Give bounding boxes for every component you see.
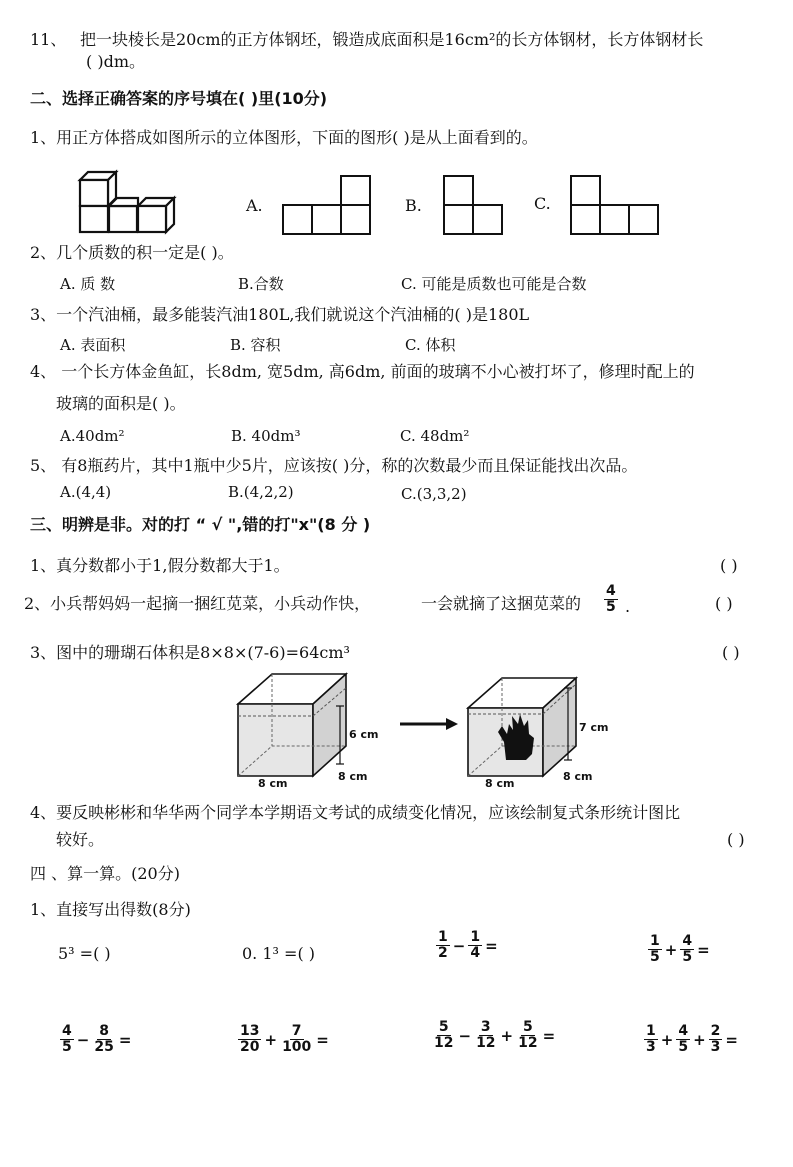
operator: +	[660, 1030, 674, 1049]
cube-solid-figure	[76, 164, 186, 240]
option-c-top-view	[570, 174, 660, 236]
calc-r1-c	[436, 930, 501, 961]
tank2-width-label: 8 cm	[485, 777, 515, 788]
s3-q3-text: 3、图中的珊瑚石体积是8×8×(7-6)=64cm³	[30, 643, 350, 662]
operator: −	[452, 936, 466, 955]
s2-q3-text: 3、一个汽油桶，最多能装汽油180L,我们就说这个汽油桶的( )是180L	[30, 305, 530, 324]
tank2-height-label: 7 cm	[579, 721, 609, 734]
tank1-depth-label: 8 cm	[338, 770, 368, 783]
equals-sign: =	[118, 1030, 132, 1049]
numerator: 4	[62, 1023, 72, 1039]
s3-q2-answer-paren: ( )	[715, 594, 733, 613]
operator: −	[458, 1026, 472, 1045]
numerator: 8	[99, 1023, 109, 1039]
s3-q2-period: .	[625, 597, 631, 616]
denominator: 5	[650, 949, 660, 965]
s2-q1-text: 1、用正方体搭成如图所示的立体图形，下面的图形( )是从上面看到的。	[30, 128, 538, 147]
section3-title: 三、明辨是非。对的打 “ √ ",错的打"x"(8 分 )	[30, 515, 371, 534]
calc-r1-d	[648, 934, 713, 965]
numerator: 1	[470, 929, 481, 945]
s2-q3-option-c: C. 体积	[405, 336, 456, 354]
s2-q1-option-a-label: A.	[246, 196, 263, 215]
numerator: 2	[710, 1023, 721, 1039]
calc-r2-c	[432, 1020, 558, 1051]
operator: +	[693, 1030, 706, 1049]
s3-q1-answer-paren: ( )	[720, 556, 738, 575]
numerator: 5	[438, 1019, 449, 1035]
numerator: 13	[240, 1023, 260, 1039]
s3-q1-text: 1、真分数都小于1,假分数都大于1。	[30, 556, 290, 575]
coral-volume-figure	[228, 664, 618, 788]
numerator: 4	[682, 933, 693, 949]
equals-sign: =	[697, 940, 710, 959]
option-a-top-view	[282, 174, 372, 236]
denominator: 3	[646, 1039, 656, 1055]
s2-q1-option-b-label: B.	[405, 196, 422, 215]
denominator: 20	[240, 1039, 260, 1055]
operator: +	[500, 1026, 514, 1045]
numerator: 4	[678, 1023, 689, 1039]
denominator: 12	[434, 1035, 454, 1051]
denominator: 5	[62, 1039, 72, 1055]
tank2-depth-label: 8 cm	[563, 770, 593, 783]
tank-before	[238, 674, 346, 776]
calc-r1-b: 0. 1³ =( )	[242, 944, 316, 963]
s2-q3-option-a: A. 表面积	[60, 336, 126, 354]
denominator: 5	[678, 1039, 689, 1055]
denominator: 4	[470, 945, 481, 961]
s2-q5-option-c: C.(3,3,2)	[401, 485, 467, 503]
s2-q3-option-b: B. 容积	[230, 336, 281, 354]
numerator: 1	[646, 1023, 656, 1039]
tank1-width-label: 8 cm	[258, 777, 288, 788]
numerator: 1	[650, 933, 660, 949]
section4-title: 四 、算一算。(20分)	[30, 864, 180, 883]
equals-sign: =	[542, 1026, 556, 1045]
s2-q2-option-a: A. 质 数	[60, 275, 116, 293]
s3-q2-fraction	[604, 584, 618, 615]
calc-r2-a	[60, 1024, 134, 1055]
denominator: 3	[710, 1039, 721, 1055]
s2-q4-option-c: C. 48dm²	[400, 427, 470, 445]
fraction-numerator: 4	[606, 583, 616, 599]
s2-q2-option-c: C. 可能是质数也可能是合数	[401, 275, 587, 293]
equals-sign: =	[485, 936, 498, 955]
s2-q5-option-b: B.(4,2,2)	[228, 483, 294, 501]
denominator: 12	[476, 1035, 496, 1051]
s3-q2-text: 2、小兵帮妈妈一起摘一捆红苋菜，小兵动作快，	[24, 594, 371, 613]
calc-r1-a: 5³ =( )	[58, 944, 111, 963]
s3-q3-answer-paren: ( )	[722, 643, 740, 662]
s4-sub1-title: 1、直接写出得数(8分)	[30, 900, 191, 919]
operator: +	[264, 1030, 278, 1049]
s2-q4-option-b: B. 40dm³	[231, 427, 301, 445]
q11-number: 11、	[30, 30, 67, 49]
tank1-height-label: 6 cm	[349, 728, 379, 741]
q11-text: 把一块棱长是20cm的正方体钢坯，锻造成底面积是16cm²的长方体钢材，长方体钢材长	[80, 30, 704, 49]
denominator: 100	[282, 1039, 312, 1055]
operator: −	[76, 1030, 90, 1049]
s2-q1-option-c-label: C.	[534, 194, 551, 213]
s3-q4-text-line2: 较好。	[56, 830, 105, 849]
numerator: 1	[438, 929, 448, 945]
denominator: 2	[438, 945, 448, 961]
s2-q2-text: 2、几个质数的积一定是( )。	[30, 243, 234, 262]
right-arrow-icon	[400, 718, 458, 730]
denominator: 12	[518, 1035, 538, 1051]
s2-q4-option-a: A.40dm²	[60, 427, 125, 445]
s3-q4-text-line1: 4、要反映彬彬和华华两个同学本学期语文考试的成绩变化情况，应该绘制复式条形统计图比	[30, 803, 681, 822]
s3-q4-answer-paren: ( )	[727, 830, 745, 849]
equals-sign: =	[725, 1030, 738, 1049]
s2-q5-option-a: A.(4,4)	[60, 483, 112, 501]
section2-title: 二、选择正确答案的序号填在( )里(10分)	[30, 89, 328, 108]
q11-answer-blank: ( )dm。	[86, 52, 145, 71]
s2-q4-text-line1: 4、 一个长方体金鱼缸，长8dm, 宽5dm, 高6dm, 前面的玻璃不小心被打坏了，修理时配上的	[30, 362, 695, 381]
s3-q2-text2: 一会就摘了这捆苋菜的	[421, 594, 582, 613]
numerator: 5	[522, 1019, 533, 1035]
numerator: 3	[480, 1019, 491, 1035]
denominator: 25	[94, 1039, 114, 1055]
s2-q2-option-b: B.合数	[238, 275, 284, 293]
operator: +	[664, 940, 678, 959]
s2-q4-text-line2: 玻璃的面积是( )。	[56, 394, 186, 413]
tank-after	[468, 678, 576, 776]
fraction-denominator: 5	[606, 599, 616, 615]
s2-q5-text: 5、 有8瓶药片，其中1瓶中少5片，应该按( )分，称的次数最少而且保证能找出次品。	[30, 456, 638, 475]
option-b-top-view	[443, 174, 505, 236]
calc-r2-b	[238, 1024, 332, 1055]
numerator: 7	[291, 1023, 302, 1039]
denominator: 5	[682, 949, 693, 965]
equals-sign: =	[316, 1030, 329, 1049]
calc-r2-d	[644, 1024, 741, 1055]
